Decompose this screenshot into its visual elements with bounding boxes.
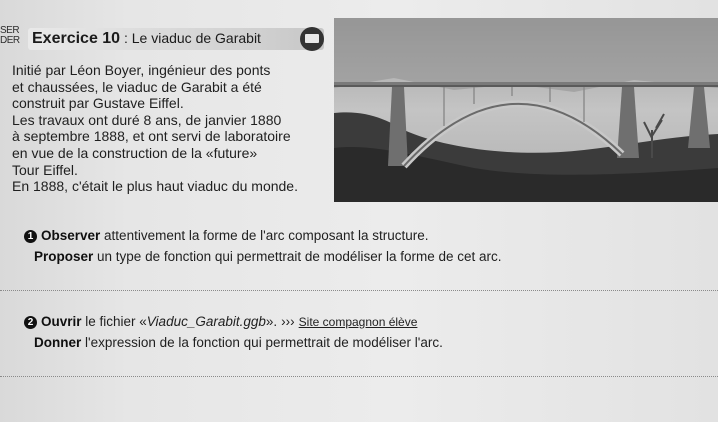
question-2-open (24, 314, 417, 330)
answer-line-1 (0, 290, 718, 291)
deck (334, 82, 718, 85)
companion-site-link[interactable]: Site compagnon élève (298, 315, 418, 329)
intro-line: et chaussées, le viaduc de Garabit a été (12, 78, 262, 95)
answer-line-2 (0, 376, 718, 377)
deck-shadow (334, 85, 718, 87)
propose-text: un type de fonction qui permettrait de modéliser la forme de cet arc. (93, 249, 502, 264)
title-separator: : (120, 30, 132, 46)
corner-tag-line1: SER (0, 25, 20, 36)
corner-tag-line2: DER (0, 35, 20, 46)
intro-line: construit par Gustave Eiffel. (12, 95, 184, 112)
intro-line: en vue de la construction de la «future» (12, 144, 258, 161)
intro-text (12, 62, 322, 195)
exercise-header (28, 28, 324, 50)
link-arrows-icon: ››› (281, 314, 295, 329)
question-1-propose (34, 249, 502, 265)
intro-line: En 1888, c'était le plus haut viaduc du monde. (12, 178, 298, 195)
exercise-number: Exercice 10 (32, 30, 121, 47)
corner-tag (0, 26, 20, 46)
give-verb: Donner (34, 335, 82, 350)
question-2-give (34, 335, 443, 351)
intro-line: à septembre 1888, et ont servi de laboratoire (12, 128, 291, 145)
screen-icon (300, 27, 324, 51)
ggb-filename: Viaduc_Garabit.ggb (146, 314, 266, 329)
open-text-prefix: le fichier « (81, 314, 147, 329)
propose-verb: Proposer (34, 249, 94, 264)
question-1-badge: 1 (24, 230, 37, 243)
intro-line: Tour Eiffel. (12, 161, 78, 178)
question-2-badge: 2 (24, 316, 37, 329)
observe-text: attentivement la forme de l'arc composant la structure. (100, 228, 429, 243)
viaduct-photo (334, 18, 718, 202)
open-verb: Ouvrir (41, 314, 82, 329)
exercise-subtitle: Le viaduc de Garabit (131, 30, 261, 46)
open-text-suffix: ». (265, 314, 278, 329)
intro-line: Les travaux ont duré 8 ans, de janvier 1880 (12, 111, 282, 128)
give-text: l'expression de la fonction qui permettrait de modéliser l'arc. (81, 335, 443, 350)
exercise-title (32, 30, 261, 48)
question-1-observe (24, 228, 429, 244)
intro-line: Initié par Léon Boyer, ingénieur des ponts (12, 62, 271, 78)
observe-verb: Observer (41, 228, 101, 243)
